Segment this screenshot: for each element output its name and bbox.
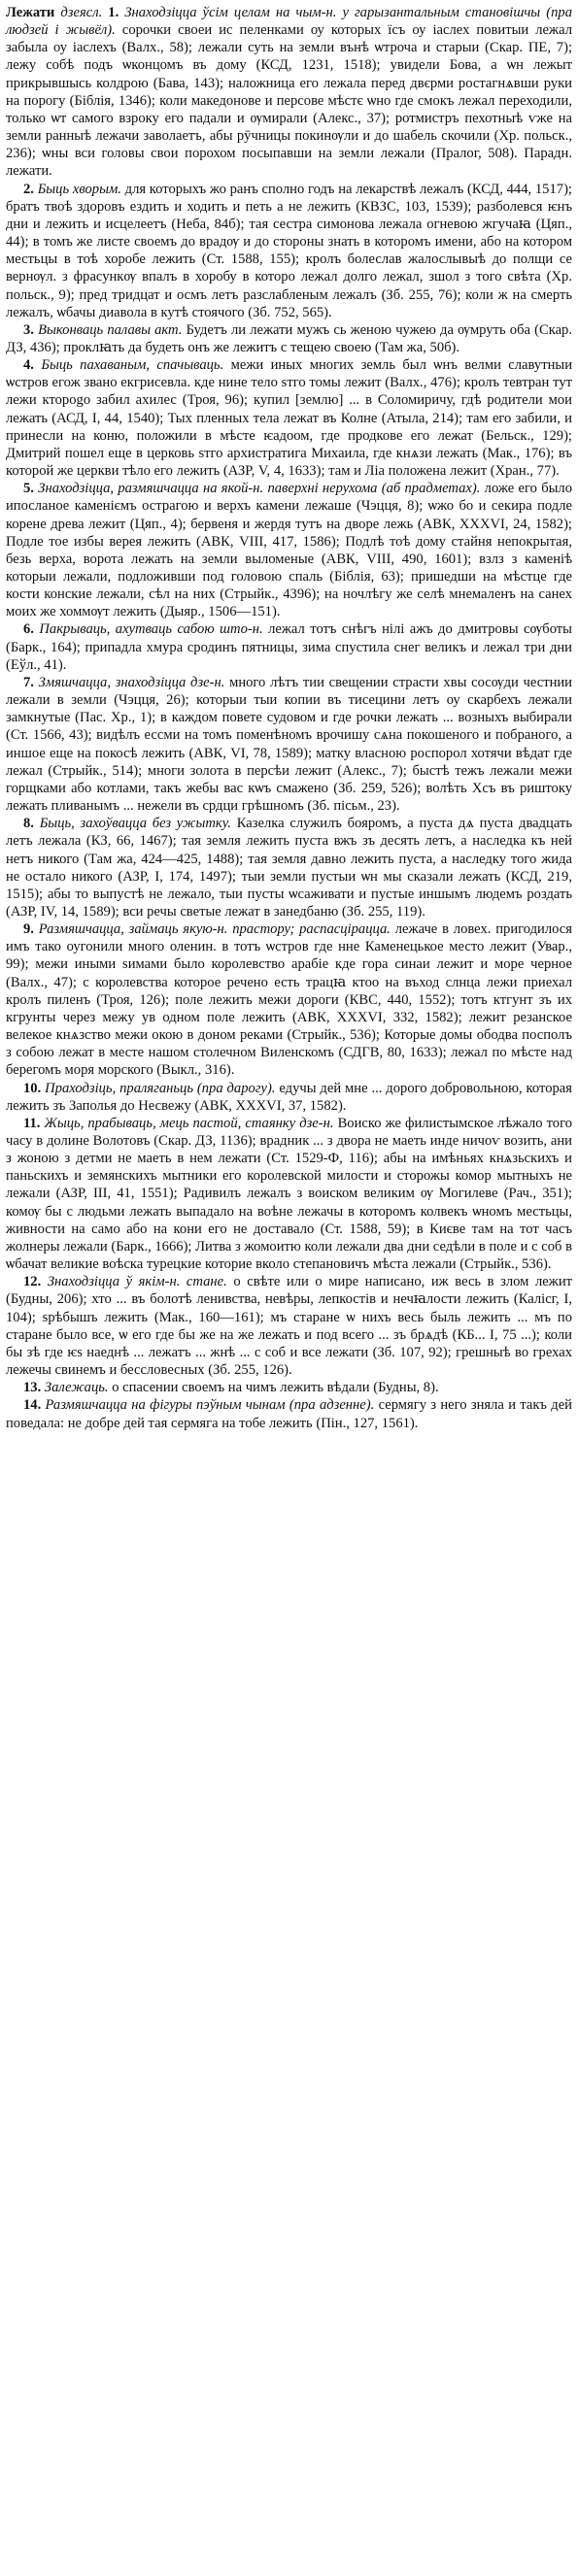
sense-gloss: Праходзіць, праляганьць (пра дарогу).: [45, 1080, 276, 1096]
sense-citations: сорочки своеи ис пеленками оу которых їсъ оу іаслех повитыи лежал забыла оу іаслехъ (Валх., 58); лежали суть на земли вънѣ ѡтроча и старыи (Скар. ПЕ, 7); лежу собѣ подъ ѡконцомъ въ дому (КСД, 1231, 1518); увидели Бова, а ѡн лежыт прикрывшысь колдрою (Бава, 143); наложница его лежала перед двєрми ростагнѧвши руки на порогу (Біблія, 1346); коли македонове и персове мѣстє ѡно где смокъ лежал переходили, только ѡт самого взроку его падали и ѹмирали (Алекс., 37); ротмистръ пехотныѣ ѵже на земли ранныѣ лежачи заволаетъ, абы рӯчницы покинѹли и до шабель скочили (Хр. польск., 236); ѡны вси головы свои порохом посыпавши на земли лежали (Пралог, 508). Парадн. лежати.: [6, 22, 572, 180]
entry-sense-1: [6, 4, 572, 181]
sense-gloss: Знаходзіцца ў якім-н. стане.: [47, 1274, 227, 1290]
sense-citations: Будетъ ли лежати мужъ сь женою чужею да ѹмруть оба (Скар. ДЗ, 436); проклꙗть да будеть онъ же лежитъ с тещею своею (Там жа, 50б).: [6, 321, 572, 355]
entry-sense-11: [6, 1115, 572, 1273]
sense-gloss: Залежаць.: [44, 1380, 109, 1396]
sense-number: 2.: [23, 181, 34, 197]
sense-citations: о спасении своемъ на чимъ лежить вѣдали (Будны, 8).: [112, 1380, 439, 1396]
entry-sense-4: [6, 356, 572, 480]
sense-citations: Казелка служилъ бояромъ, а пуста дѧ пуста двадцать летъ лежала (КЗ, 66, 1467); тая земля лежить пуста вжъ зъ десять летъ, а наследка къ ней нетъ никого (Там жа, 424—425, 1488); тая земля давно лежить пуста, а наследку того жида не осталo никого (АЗР, I, 174, 1497); тыи земли пустыи ѡн мы сказали лежать (КСД, 219, 1515); абы то выпустѣ не лежало, тыи пусты ѡсаживати и пустые иншымъ людемъ роздать (АЗР, IV, 14, 1589); вси речы светые лежат в занедбаню (Зб. 255, 119).: [6, 816, 572, 920]
sense-gloss: Жыць, прабываць, мець пастой, стаянку дзе-н.: [44, 1115, 334, 1131]
sense-gloss: Быць хворым.: [37, 181, 121, 197]
sense-number: 8.: [23, 816, 34, 832]
sense-citations: для которыхъ жо ранъ сполно годъ на лекарствѣ лежалъ (КСД, 444, 1517); братъ твоѣ здоровъ ездить и ходить и петь а не лежить (КВЗС, 103, 1539); разболевся ѥнъ дни и лежить и исцелеетъ (Неба, 84б); тая сестра симонова лежала огневою жгучаꙗ (Цяп., 44); в томъ же листе своемъ до врадѹ и до стороны знать в которомъ имени, або на котором местьцы в тоѣ хоробе лежить (Ст. 1588, 155); кролъ болеслав жалослывыѣ до полщи се вернѹл. з фрасункѹ впалъ в хоробу в которо лежал долго лежал, зшол з того свѣта (Хр. польск., 9); пред тридцат и осмъ летъ разслабленым лежалъ (Зб. 255, 76); коли ж на смерть лежалъ, ѡбачы диавола в кутѣ стоячого (Зб. 752, 565).: [6, 181, 572, 320]
entry-sense-5: [6, 480, 572, 620]
sense-number: 12.: [23, 1274, 42, 1290]
sense-citations: Воиско же филистымское лѣжало того часу в долине Волотовъ (Скар. ДЗ, 1136); врадник ... з двора не маеть инде ничоѵ возить, ани з жоною з детми не маеть в нем лежати (Ст. 1529-Ф, 116); абы на имѣньях кнѧзьскихъ и паньскихъ и земянскихъ мытники его королевской милости и сторожы комор мытныхъ не лежали (АЗР, III, 41, 1551); Радивилъ лежалъ з воиском великим ѹ Могилеве (Рач., 351); комѹ бы с людьми лежать выпадало на воѣне лежачы в которомъ колвекъ ѡномъ местьцы, живности на само або на кони его не доставало (Ст. 1588, 59); в Києве там на тот часъ жолнеры лежали (Барк., 1666); Литва з жомоитю коли лежали два дни седѣли в поле и с соб в ѡбачат великие воѣска турецкие которие вколо степановичъ мѣста лежали (Стрыйк., 536).: [6, 1115, 573, 1273]
entry-sense-10: [6, 1080, 572, 1115]
sense-gloss: Пакрываць, ахутваць сабою што-н.: [39, 621, 263, 638]
entry-sense-8: [6, 815, 572, 920]
entry-pos: дзеясл.: [60, 5, 103, 20]
sense-number: 5.: [23, 481, 34, 497]
sense-citations: лежаче в ловех. пригодилося имъ тако оугонили много оленин. в тотъ ѡстров где нне Каменецькое место лежит (Увар., 99); межи иными ѕимами было королевство арабіе кде гора синаи лежит и море черное (Валх., 47); с королевства которое речено есть трацꙗ ктоо на въход слнца лежи приехал кролъ пиленъ (Троя, 126); поле лежить межи дороги (КВС, 440, 1552); тотъ ктгунт зъ их кгрунты через межу ув одном поле лежить (АВК, XXXVI, 332, 1582); лежит резанское велекое кнѧзство межи окою в доном реками (Стрыйк., 536); Которые домы ободва посполъ з собою лежат в месте нашом столечном Виленскомъ (СДГВ, 80, 1633); лежал по мѣсте над берегомъ моря морского (Выкл., 316).: [6, 921, 572, 1079]
sense-number: 6.: [23, 621, 34, 638]
entry-headword: Лежати: [6, 5, 55, 20]
sense-number: 11.: [23, 1115, 41, 1131]
sense-citations: лежал тотъ снѣгъ нiлi ажъ до дмитровы сѹботы (Барк., 164); припадла хмура сродинъ пятницы, зима спустила снег великъ и лежал три дни (Еўл., 41).: [6, 621, 572, 673]
entry-sense-13: [6, 1379, 572, 1396]
sense-gloss: Быць, захоўвацца без ужытку.: [39, 816, 231, 832]
entry-sense-2: [6, 181, 572, 321]
entry-sense-9: [6, 920, 572, 1079]
sense-number: 13.: [23, 1380, 42, 1396]
sense-citations: едучы дей мне ... дорого добровольною, которая лежить зъ Заполья до Несвежу (АВК, XXXVI, 37, 1582).: [6, 1080, 572, 1114]
sense-number: 3.: [23, 321, 34, 338]
entry-sense-6: [6, 620, 572, 673]
sense-gloss: Выконваць палавы акт.: [38, 321, 183, 338]
sense-number: 1.: [108, 5, 119, 20]
entry-sense-14: [6, 1396, 572, 1431]
sense-number: 7.: [23, 674, 34, 690]
sense-gloss: Змяшчацца, знаходзіцца дзе-н.: [38, 674, 225, 690]
sense-citations: ложе его было ипосланое каменіємъ острагою и верхъ камени лежаше (Чэцця, 8); ѡжо бо и секира подле корене древа лежит (Цяп., 4); бервеня и жердя тутъ на дворе лежь (АВК, XXXVI, 24, 1582); Подле тое избы верея лежить (АВК, VIII, 417, 1586); Подлѣ тоѣ дому стайня непокрытая, безь верха, ворота лежать на земли выломеные (АВК, VIII, 490, 1601); взлз з каменіѣ которыи лежали, подложивши под головою спаль (Біблія, 63); пришедши на мѣстце где кости конские лежали, сѣл на них (Стрыйк., 4396); на ночлѣгу же селѣ мнемаленъ на санех моих же хоммѹт лежить (Дыяр., 1506—151).: [6, 481, 573, 620]
entry-sense-3: [6, 321, 572, 356]
entry-sense-7: [6, 674, 572, 815]
sense-number: 4.: [23, 357, 34, 374]
sense-citations: много лѣтъ тии свещении страсти хвы сосѹди честнии лежали в земли (Чэцця, 26); которыи тыи копии въ тисецини летъ оу скарбехъ лежали замкнутые (Пас. Хр., 1); в каждом повете судовом и где рочки лежать ... возныхъ выбирали (Ст. 1566, 43); видѣлъ ессми на томъ поменѣномъ врочишу сѧна покошеного и побраного, а иншое еще на покосѣ лежить (АВК, VI, 78, 1589); матку власною роспорол хотячи вѣдат где лежал (Стрыйк., 514); многи золота в персѣи лежит (Алекс., 7); быстѣ тежъ лежали межи горщками або котлами, такъ жебы вас кѡъ смажено (Зб. 259, 526); волѣть Хсъ въ риштоку лежать пливанымъ ... нежели въ срдци грѣшномъ (Зб. пісьм., 23).: [6, 674, 572, 815]
sense-number: 14.: [23, 1397, 42, 1414]
sense-gloss: Размяшчацца на фігуры пэўным чынам (пра адзенне).: [45, 1397, 375, 1414]
sense-citations: сермягу з него зняла и такъ дей поведала: не добре дей тая сермяга на тобе лежить (Пін., 127, 1561).: [6, 1397, 572, 1431]
sense-gloss: Знаходзіцца, размяшчацца на якой-н. паверхні нерухома (аб прадметах).: [38, 481, 481, 497]
sense-gloss: Знаходзіцца ўсім целам на чым-н. у гарызантальным становішчы (пра людзей і жывёл).: [6, 5, 572, 39]
sense-gloss: Размяшчацца, займаць якую-н. прастору; распасцірацца.: [38, 921, 391, 938]
sense-number: 10.: [23, 1080, 42, 1096]
sense-citations: межи иных многих земль был ѡнъ велми славутныи ѡстров егож звано екгрисевла. кде нине тело ѕтго томы лежит (Валх., 476); кролъ тевтран тут лежи ктороgo забил ахилес (Троя, 96); купил [землю] ... в Соломиричу, гдѣ родители мои лежать (АСД, I, 44, 1540); Тых пленных тела лежат въ Колне (Атыла, 214); там его забили, и принесли на коню, положили в мѣсте ѥадоом, где продкове его лежат (Бельск., 129); Дмитрий пошел еще в церковь ѕтго архистратига Михаила, где кнѧзи лежать (Мак., 176); въ которой же церкви тѣло его лежить (АЗР, V, 4, 1633); там и Ліа положена лежит (Хран., 77).: [6, 357, 573, 480]
sense-gloss: Быць пахаваным, спачываць.: [41, 357, 224, 374]
entry-sense-12: [6, 1273, 572, 1379]
sense-number: 9.: [23, 921, 34, 938]
sense-citations: о свѣте или о мире написано, иж весь в злом лежит (Будны, 206); хто ... въ болотѣ ленивства, невѣры, лепкостів и нечꙗлости лежить (Калісг, I, 104); ѕрѣбышъ лежить (Мак., 160—161); мъ старане ѡ нихъ весь быль лежить ... мъ по старане было все, ѡ его где бы же на же лежать и под всего ... зъ брѧдѣ (КБ... I, 75 ...); коли бы зѣ где ѥѕ наеднѣ ... лежатъ ... жнѣ ... с соб и все лежати (Зб. 107, 92); грешныѣ во грехах лежечы свинемъ и бессловесных (Зб. 255, 126).: [6, 1274, 573, 1379]
